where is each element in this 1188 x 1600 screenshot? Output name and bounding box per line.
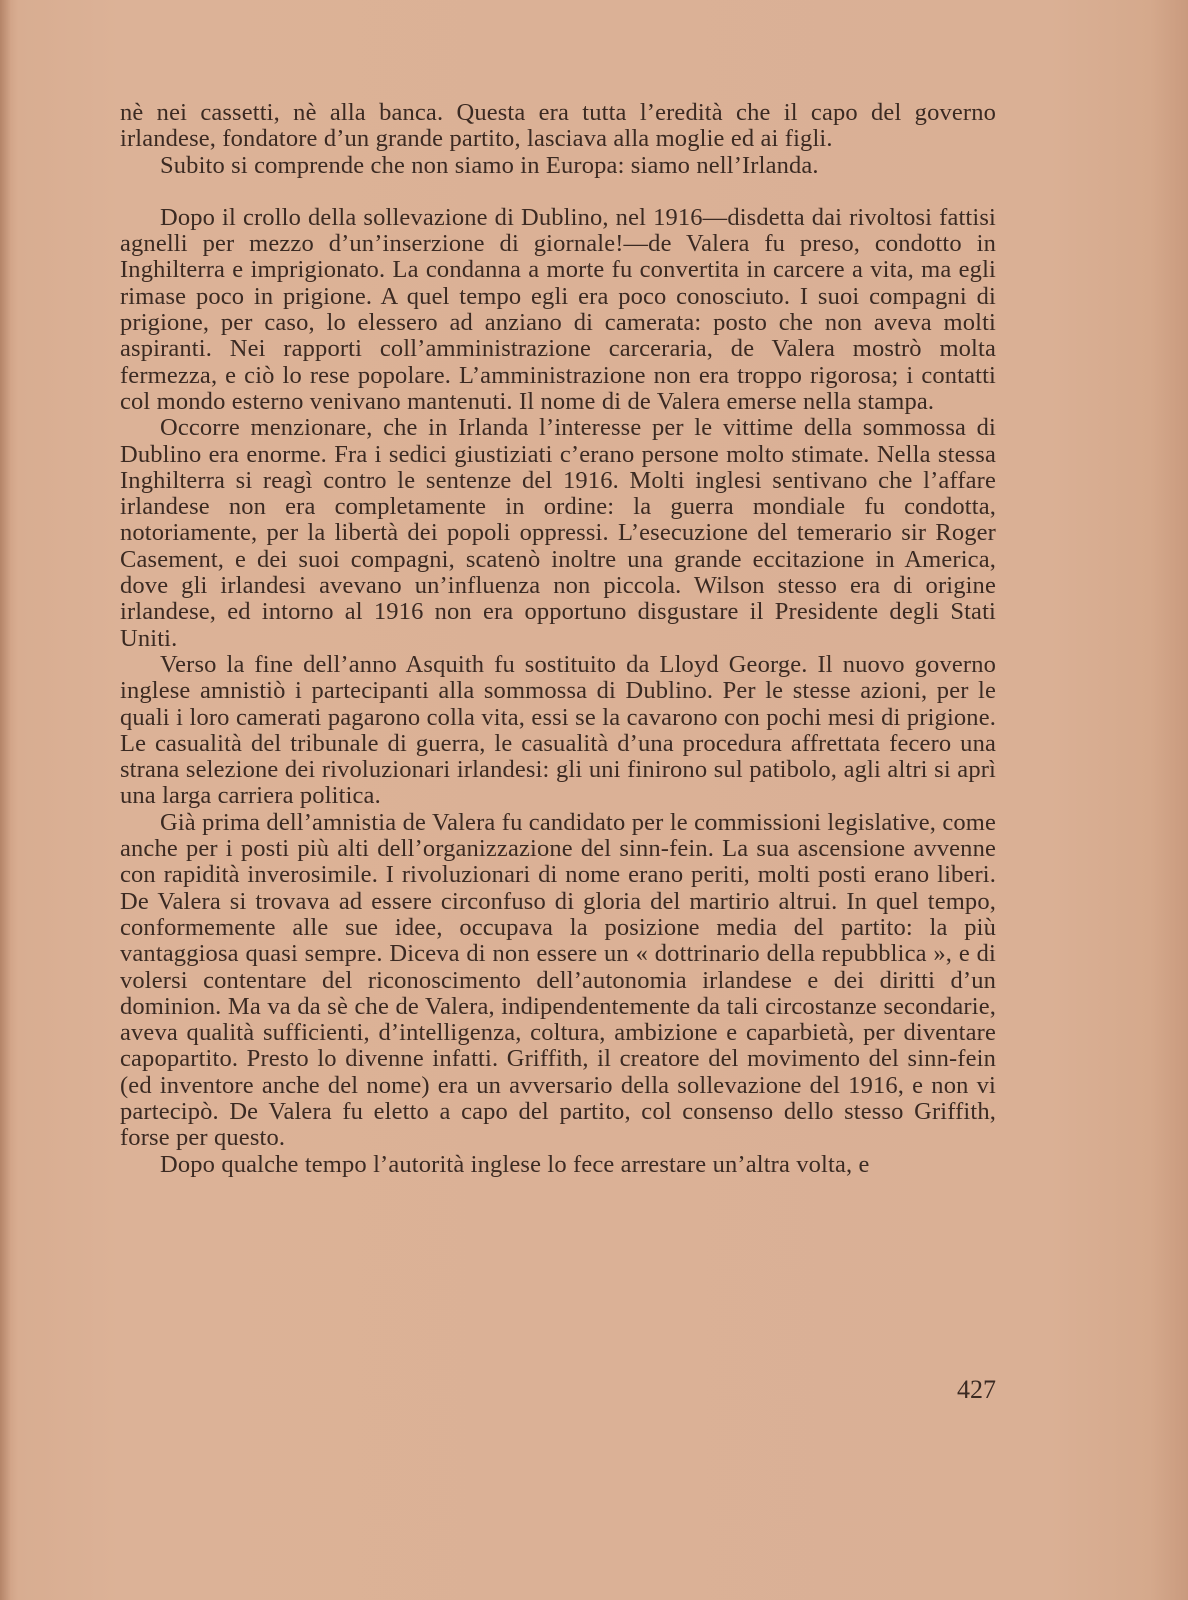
paragraph: Occorre menzionare, che in Irlanda l’interesse per le vittime della sommossa di Dublino era enorme. Fra i sedici giustiziati c’erano persone molto stimate. Nella stessa Inghilterra si reagì contro le sentenze del 1916. Molti inglesi sentivano che l’affare irlandese non era completamente in ordine: la guerra mondiale fu condotta, notoriamente, per la libertà dei popoli oppressi. L’esecuzione del temerario sir Roger Casement, e dei suoi compagni, scatenò inoltre una grande eccitazione in America, dove gli irlandesi avevano un’influenza non piccola. Wilson stesso era di origine irlandese, ed intorno al 1916 non era opportuno disgustare il Presidente degli Stati Uniti. <box>120 414 996 652</box>
page-edge <box>0 0 10 1600</box>
body-text <box>120 100 996 1178</box>
page-number: 427 <box>957 1375 996 1404</box>
paragraph: Dopo il crollo della sollevazione di Dublino, nel 1916—disdetta dai rivoltosi fattisi agnelli per mezzo d’un’inserzione di giornale!—de Valera fu preso, condotto in Inghilterra e imprigionato. La condanna a morte fu convertita in carcere a vita, ma egli rimase poco in prigione. A quel tempo egli era poco conosciuto. I suoi compagni di prigione, per caso, lo elessero ad anziano di camerata: posto che non aveva molti aspiranti. Nei rapporti coll’amministrazione carceraria, de Valera mostrò molta fermezza, e ciò lo rese popolare. L’amministrazione non era troppo rigorosa; i contatti col mondo esterno venivano mantenuti. Il nome di de Valera emerse nella stampa. <box>120 203 996 415</box>
paragraph: Già prima dell’amnistia de Valera fu candidato per le commissioni legislative, come anche per i posti più alti dell’organizzazione del sinn-fein. La sua ascensione avvenne con rapidità inverosimile. I rivoluzionari di nome erano periti, molti posti erano liberi. De Valera si trovava ad essere circonfuso di gloria del martirio altrui. In quel tempo, conformemente alle sue idee, occupava la posizione media del partito: la più vantaggiosa quasi sempre. Diceva di non essere un « dottrinario della repubblica », e di volersi contentare del riconoscimento dell’autonomia irlandese e dei diritti d’un dominion. Ma va da sè che de Valera, indipendentemente da tali circostanze secondarie, aveva qualità sufficienti, d’intelligenza, coltura, ambizione e caparbietà, per diventare capopartito. Presto lo divenne infatti. Griffith, il creatore del movimento del sinn-fein (ed inventore anche del nome) era un avversario della sollevazione del 1916, e non vi partecipò. De Valera fu eletto a capo del partito, col consenso dello stesso Griffith, forse per questo. <box>120 808 996 1152</box>
paragraph: Verso la fine dell’anno Asquith fu sostituito da Lloyd George. Il nuovo governo inglese amnistiò i partecipanti alla sommossa di Dublino. Per le stesse azioni, per le quali i loro camerati pagarono colla vita, essi se la cavarono con pochi mesi di prigione. Le casualità del tribunale di guerra, le casualità d’una procedura affrettata fecero una strana selezione dei rivoluzionari irlandesi: gli uni finirono sul patibolo, agli altri si aprì una larga carriera politica. <box>120 650 996 810</box>
section-gap <box>120 179 996 205</box>
paragraph: Dopo qualche tempo l’autorità inglese lo fece arrestare un’altra volta, e <box>160 1150 870 1178</box>
paragraph: Subito si comprende che non siamo in Europa: siamo nell’Irlanda. <box>160 151 819 179</box>
paragraph: nè nei cassetti, nè alla banca. Questa era tutta l’eredità che il capo del governo irlandese, fondatore d’un grande partito, lasciava alla moglie ed ai figli. <box>120 99 996 153</box>
